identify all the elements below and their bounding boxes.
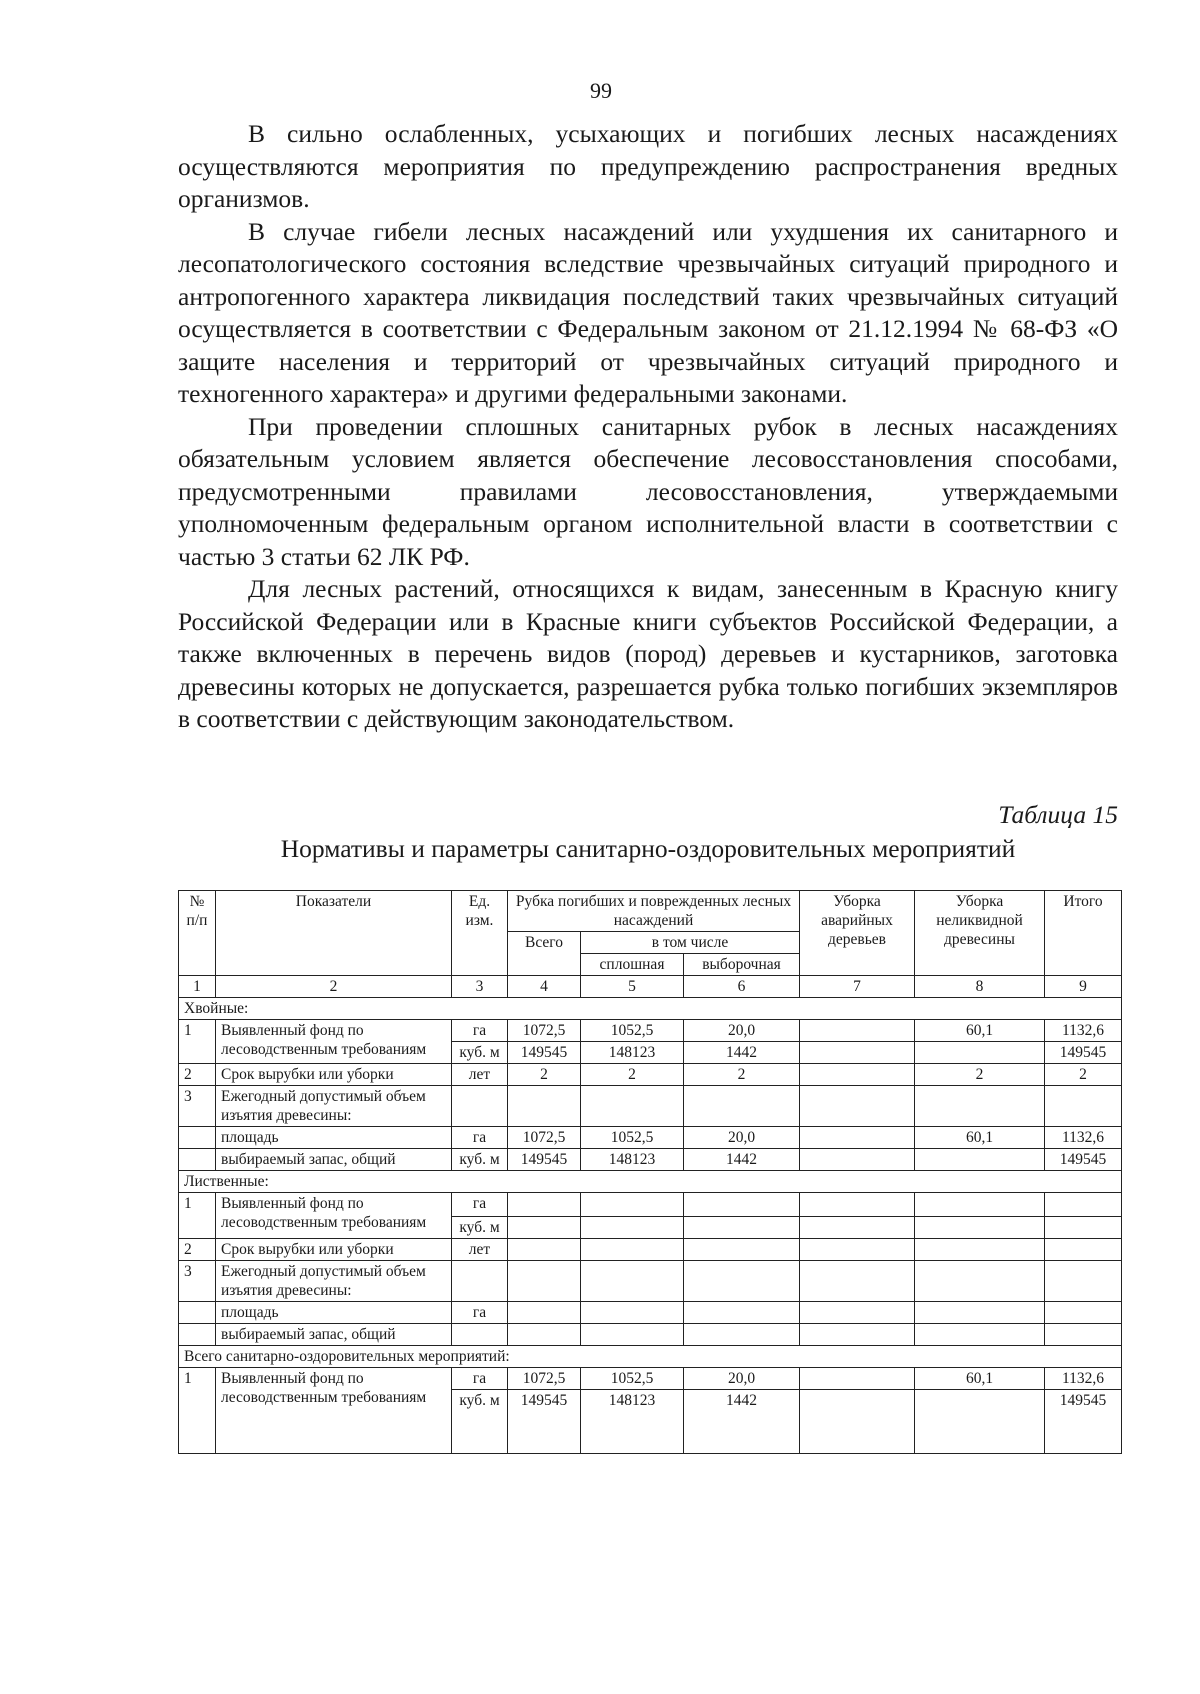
table-row — [179, 1239, 1122, 1261]
cell-total: 149545 — [508, 1042, 581, 1064]
row-label: выбираемый запас, общий — [216, 1149, 452, 1171]
table-row — [179, 1302, 1122, 1324]
cell-total: 2 — [508, 1064, 581, 1086]
col-number: 4 — [508, 976, 581, 998]
cell-illiquid: 60,1 — [915, 1127, 1045, 1149]
col-number: 1 — [179, 976, 216, 998]
col-number: 7 — [800, 976, 915, 998]
row-label: Выявленный фонд по лесоводственным требованиям — [216, 1368, 452, 1454]
cell-illiquid — [915, 1239, 1045, 1261]
cell-sum — [1045, 1193, 1122, 1217]
table-title: Нормативы и параметры санитарно-оздоровительных мероприятий — [280, 834, 1016, 863]
cell-unit — [452, 1324, 508, 1346]
row-num: 2 — [179, 1064, 216, 1086]
cell-illiquid — [915, 1217, 1045, 1239]
cell-selective: 2 — [684, 1064, 800, 1086]
header-num: № п/п — [179, 891, 216, 976]
cell-clear — [581, 1324, 684, 1346]
row-num: 3 — [179, 1086, 216, 1127]
header-felling: Рубка погибших и поврежденных лесных насаждений — [508, 891, 800, 932]
norms-table — [178, 890, 1122, 1454]
cell-total: 149545 — [508, 1390, 581, 1454]
cell-unit: куб. м — [452, 1217, 508, 1239]
table-label: Таблица 15 — [998, 800, 1118, 829]
cell-total — [508, 1324, 581, 1346]
cell-clear: 148123 — [581, 1149, 684, 1171]
cell-clear — [581, 1193, 684, 1217]
table-row — [179, 1149, 1122, 1171]
header-unit: Ед. изм. — [452, 891, 508, 976]
cell-emergency — [800, 1324, 915, 1346]
cell-illiquid — [915, 1302, 1045, 1324]
row-num: 1 — [179, 1193, 216, 1239]
table-row — [179, 1086, 1122, 1127]
cell-sum: 1132,6 — [1045, 1368, 1122, 1390]
cell-emergency — [800, 1127, 915, 1149]
cell-sum: 1132,6 — [1045, 1127, 1122, 1149]
header-emergency: Уборка аварийных деревьев — [800, 891, 915, 976]
cell-clear: 1052,5 — [581, 1368, 684, 1390]
paragraph: Для лесных растений, относящихся к видам, занесенным в Красную книгу Российской Федерации или в Красные книги субъектов Российской Федерации, а также включенных в перечень видов (пород) деревьев и кустарников, заготовка древесины которых не допускается, разрешается рубка только погибших экземпляров в соответствии с действующим законодательством. — [178, 574, 1118, 733]
cell-unit: лет — [452, 1064, 508, 1086]
cell-unit: куб. м — [452, 1149, 508, 1171]
row-num: 2 — [179, 1239, 216, 1261]
body-text — [178, 118, 1118, 736]
cell-total — [508, 1239, 581, 1261]
section-title: Лиственные: — [179, 1171, 1122, 1193]
cell-sum: 2 — [1045, 1064, 1122, 1086]
cell-selective: 20,0 — [684, 1368, 800, 1390]
cell-illiquid — [915, 1042, 1045, 1064]
col-number: 6 — [684, 976, 800, 998]
cell-illiquid: 60,1 — [915, 1020, 1045, 1042]
cell-sum: 149545 — [1045, 1390, 1122, 1454]
cell-total — [508, 1217, 581, 1239]
table-row — [179, 1127, 1122, 1149]
cell-unit: га — [452, 1020, 508, 1042]
header-clear: сплошная — [581, 954, 684, 976]
row-num: 1 — [179, 1368, 216, 1454]
cell-selective — [684, 1239, 800, 1261]
cell-emergency — [800, 1042, 915, 1064]
row-num: 1 — [179, 1020, 216, 1064]
column-numbers-row — [179, 976, 1122, 998]
cell-emergency — [800, 1193, 915, 1217]
cell-sum: 149545 — [1045, 1149, 1122, 1171]
cell-selective — [684, 1217, 800, 1239]
cell-clear — [581, 1239, 684, 1261]
cell-sum: 1132,6 — [1045, 1020, 1122, 1042]
cell-sum — [1045, 1302, 1122, 1324]
cell-selective — [684, 1302, 800, 1324]
table-row — [179, 1020, 1122, 1042]
row-label: Ежегодный допустимый объем изъятия древесины: — [216, 1086, 452, 1127]
cell-selective: 1442 — [684, 1390, 800, 1454]
header-total: Всего — [508, 932, 581, 976]
col-number: 2 — [216, 976, 452, 998]
row-label: выбираемый запас, общий — [216, 1324, 452, 1346]
page-number: 99 — [590, 78, 612, 103]
cell-total — [508, 1302, 581, 1324]
cell-emergency — [800, 1064, 915, 1086]
section-title: Всего санитарно-оздоровительных мероприятий: — [179, 1346, 1122, 1368]
cell-emergency — [800, 1217, 915, 1239]
col-number: 9 — [1045, 976, 1122, 998]
cell-unit: га — [452, 1302, 508, 1324]
cell-emergency — [800, 1239, 915, 1261]
cell-clear — [581, 1217, 684, 1239]
cell-selective: 20,0 — [684, 1127, 800, 1149]
row-label: площадь — [216, 1302, 452, 1324]
cell-selective — [684, 1193, 800, 1217]
row-label: Ежегодный допустимый объем изъятия древесины: — [216, 1261, 452, 1302]
cell-sum: 149545 — [1045, 1042, 1122, 1064]
cell-illiquid — [915, 1193, 1045, 1217]
cell-sum — [1045, 1217, 1122, 1239]
cell-emergency — [800, 1368, 915, 1390]
cell-illiquid: 2 — [915, 1064, 1045, 1086]
paragraph: В случае гибели лесных насаждений или ухудшения их санитарного и лесопатологического состояния вследствие чрезвычайных ситуаций природного и антропогенного характера ликвидация последствий таких чрезвычайных ситуаций осуществляется в соответствии с Федеральным законом от 21.12.1994 № 68-ФЗ «О защите населения и территорий от чрезвычайных ситуаций природного и техногенного характера» и другими федеральными законами. — [178, 216, 1118, 408]
cell-illiquid: 60,1 — [915, 1368, 1045, 1390]
table-row — [179, 1261, 1122, 1302]
cell-clear: 1052,5 — [581, 1127, 684, 1149]
row-label: Выявленный фонд по лесоводственным требованиям — [216, 1020, 452, 1064]
header-illiquid: Уборка неликвидной древесины — [915, 891, 1045, 976]
cell-unit: куб. м — [452, 1390, 508, 1454]
cell-sum — [1045, 1324, 1122, 1346]
cell-total: 1072,5 — [508, 1368, 581, 1390]
row-label: площадь — [216, 1127, 452, 1149]
table-row — [179, 1193, 1122, 1217]
cell-emergency — [800, 1390, 915, 1454]
section-title: Хвойные: — [179, 998, 1122, 1020]
cell-emergency — [800, 1149, 915, 1171]
cell-unit: куб. м — [452, 1042, 508, 1064]
cell-illiquid — [915, 1324, 1045, 1346]
cell-selective: 1442 — [684, 1042, 800, 1064]
cell-selective: 20,0 — [684, 1020, 800, 1042]
cell-clear: 2 — [581, 1064, 684, 1086]
cell-emergency — [800, 1020, 915, 1042]
row-label: Срок вырубки или уборки — [216, 1239, 452, 1261]
header-sum: Итого — [1045, 891, 1122, 976]
cell-unit: га — [452, 1368, 508, 1390]
cell-clear: 1052,5 — [581, 1020, 684, 1042]
table-row — [179, 1324, 1122, 1346]
cell-emergency — [800, 1302, 915, 1324]
header-selective: выборочная — [684, 954, 800, 976]
row-num: 3 — [179, 1261, 216, 1302]
cell-clear — [581, 1302, 684, 1324]
paragraph: В сильно ослабленных, усыхающих и погибших лесных насаждениях осуществляются мероприятия по предупреждению распространения вредных организмов. — [178, 119, 1118, 213]
cell-clear: 148123 — [581, 1042, 684, 1064]
cell-total: 149545 — [508, 1149, 581, 1171]
cell-total: 1072,5 — [508, 1020, 581, 1042]
row-label: Выявленный фонд по лесоводственным требованиям — [216, 1193, 452, 1239]
cell-unit: га — [452, 1193, 508, 1217]
cell-sum — [1045, 1239, 1122, 1261]
col-number: 3 — [452, 976, 508, 998]
cell-selective — [684, 1324, 800, 1346]
table-row — [179, 1064, 1122, 1086]
col-number: 8 — [915, 976, 1045, 998]
header-indicator: Показатели — [216, 891, 452, 976]
cell-selective: 1442 — [684, 1149, 800, 1171]
cell-total: 1072,5 — [508, 1127, 581, 1149]
header-including: в том числе — [581, 932, 800, 954]
cell-total — [508, 1193, 581, 1217]
cell-illiquid — [915, 1390, 1045, 1454]
col-number: 5 — [581, 976, 684, 998]
paragraph: При проведении сплошных санитарных рубок в лесных насаждениях обязательным условием является обеспечение лесовосстановления способами, предусмотренными правилами лесовосстановления, утверждаемыми уполномоченным федеральным органом исполнительной власти в соответствии с частью 3 статьи 62 ЛК РФ. — [178, 411, 1118, 571]
cell-unit: га — [452, 1127, 508, 1149]
cell-unit: лет — [452, 1239, 508, 1261]
row-label: Срок вырубки или уборки — [216, 1064, 452, 1086]
cell-clear: 148123 — [581, 1390, 684, 1454]
cell-illiquid — [915, 1149, 1045, 1171]
table-row — [179, 1368, 1122, 1390]
